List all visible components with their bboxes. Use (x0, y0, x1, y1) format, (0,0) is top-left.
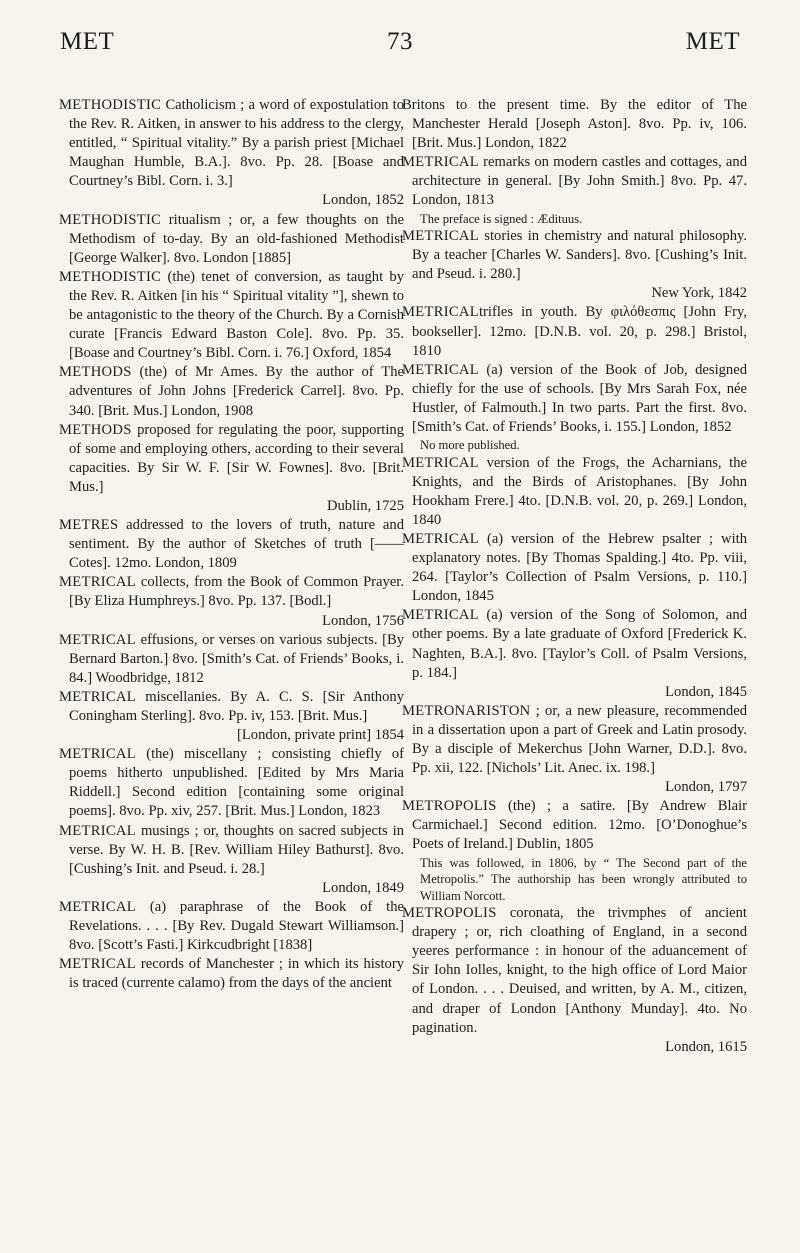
running-head-left: MET (60, 28, 115, 55)
entry-text: stories in chemistry and natural philosophy. By a teacher [Charles W. Sanders]. 8vo. [Cushing’s Init. and Pseud. i. 280.] (412, 228, 747, 283)
entry-text: addressed to the lovers of truth, nature and sentiment. By the author of Sketches of truth [—— Cotes]. 12mo. London, 1809 (69, 517, 404, 572)
bibliography-entry (402, 96, 747, 153)
entry-text: (a) paraphrase of the Book of the Revelations. . . . [By Rev. Dugald Stewart Williamson.] 8vo. [Scott’s Fasti.] Kirkcudbright [1838] (69, 898, 404, 954)
entry-note: The preface is signed : Ædituus. (420, 211, 583, 226)
left-column (59, 96, 404, 993)
bibliography-entry (59, 363, 404, 420)
bibliography-entry (402, 361, 747, 454)
bibliography-entry (402, 606, 747, 701)
entry-headword: METHODS (59, 421, 132, 438)
bibliography-entry (402, 530, 747, 606)
entry-text: records of Manchester ; in which its history is traced (currente calamo) from the days of the ancient (69, 956, 404, 992)
entry-headword: METRICAL (402, 530, 479, 547)
bibliography-entry (59, 955, 404, 993)
entry-text: remarks on modern castles and cottages, and architecture in general. [By John Smith.] 8vo. Pp. 47. London, 1813 (412, 154, 747, 209)
entry-text: ; or, a new pleasure, recommended in a dissertation upon a part of Greek and Latin prosody. By a disciple of Mekerchus [John Warner, D.D.]. 8vo. Pp. xii, 122. [Nichols’ Lit. Anec. ix. 198.] (412, 702, 747, 777)
entry-headword: METRICAL (59, 956, 136, 973)
entry-text: coronata, the trivmphes of ancient drapery ; or, rich cloathing of England, in a second yeeres performance : in honour of the aduancement of Sir Iohn Iolles, knight, to the high office of Lord Maior of London. . . . Deuised, and written, by A. M., citizen, and draper of London [Anthony Munday]. 4to. No pagination. (412, 905, 747, 1036)
right-column (402, 96, 747, 1057)
entry-headword: METRICAL (59, 822, 136, 839)
entry-headword: METRICAL (59, 898, 136, 915)
bibliography-entry (402, 904, 747, 1057)
entry-text: (a) version of the Book of Job, designed chiefly for the use of schools. [By Mrs Sarah Fox, née Hustler, of Falmouth.] In two parts. Part the first. 8vo. [Smith’s Cat. of Friends’ Books, i. 155.] London, 1852 (412, 361, 747, 435)
bibliography-entry (402, 153, 747, 227)
bibliography-entry (402, 227, 747, 303)
bibliography-entry (59, 573, 404, 630)
entry-text: miscellanies. By A. C. S. [Sir Anthony Coningham Sterling]. 8vo. Pp. iv, 153. [Brit. Mus.] (69, 688, 404, 724)
entry-imprint: London, 1756 (322, 612, 404, 629)
bibliography-entry (59, 421, 404, 516)
entry-text: Catholicism ; a word of expostulation to the Rev. R. Aitken, in answer to his address to the clergy, entitled, “ Spiritual vitality.” By a parish priest [Michael Maughan Humble, B.A.]. 8vo. Pp. 28. [Boase and Courtney’s Bibl. Corn. i. 3.] (69, 97, 404, 190)
entry-imprint: New York, 1842 (651, 285, 747, 302)
entry-text: Britons to the present time. By the editor of The Manchester Herald [Joseph Aston]. 8vo. Pp. iv, 106. [Brit. Mus.] London, 1822 (402, 97, 747, 152)
entry-headword: METRICAL (402, 304, 479, 321)
entry-headword: METHODISTIC (59, 268, 162, 285)
entry-text: version of the Frogs, the Acharnians, the Knights, and the Birds of Aristophanes. [By John Hookham Frere.] 4to. [D.N.B. vol. 20, p. 269.] London, 1840 (412, 454, 747, 528)
entry-headword: METRONARISTON (402, 702, 531, 719)
bibliography-entry (59, 516, 404, 573)
entry-note: This was followed, in 1806, by “ The Second part of the Metropolis.” The authorship has been wrongly attributed to William Norcott. (420, 855, 747, 903)
entry-note: No more published. (420, 438, 520, 453)
entry-headword: METRES (59, 517, 119, 534)
bibliography-entry (59, 268, 404, 363)
entry-headword: METROPOLIS (402, 798, 497, 815)
entry-text: trifles in youth. By φιλόθεσπις [John Fry, bookseller]. 12mo. [D.N.B. vol. 20, p. 298.] Bristol, 1810 (412, 304, 747, 359)
bibliography-entry (402, 454, 747, 530)
entry-headword: METRICAL (59, 574, 136, 591)
entry-imprint: London, 1852 (322, 192, 404, 209)
entry-imprint: London, 1615 (665, 1038, 747, 1055)
bibliography-entry (59, 211, 404, 268)
bibliography-entry (59, 822, 404, 898)
entry-headword: METRICAL (59, 631, 136, 648)
running-head-right: MET (685, 28, 740, 55)
entry-imprint: London, 1797 (665, 779, 747, 796)
entry-text: (the) tenet of conversion, as taught by the Rev. R. Aitken [in his “ Spiritual vitality ”], shewn to be antagonistic to the theory of the Church. By a Cornish curate [Francis Edward Baston Cole]. 8vo. Pp. 35. [Boase and Courtney’s Bibl. Corn. i. 76.] Oxford, 1854 (69, 268, 404, 362)
entry-headword: METRICAL (59, 688, 136, 705)
entry-imprint: [London, private print] 1854 (237, 727, 404, 744)
entry-headword: METRICAL (402, 361, 479, 378)
entry-text: (the) miscellany ; consisting chiefly of poems hitherto unpublished. [Edited by Mrs Maria Riddell.] Second edition [containing some original poems]. 8vo. Pp. xiv, 257. [Brit. Mus.] London, 1823 (69, 746, 404, 820)
entry-headword: METRICAL (402, 607, 479, 624)
entry-text: (the) of Mr Ames. By the author of The adventures of John Johns [Frederick Carrel]. 8vo. Pp. 340. [Brit. Mus.] London, 1908 (69, 364, 404, 419)
entry-headword: METRICAL (402, 454, 479, 471)
entry-imprint: London, 1845 (665, 683, 747, 700)
entry-imprint: London, 1849 (322, 879, 404, 896)
entry-headword: METRICAL (402, 228, 479, 245)
bibliography-entry (402, 702, 747, 797)
entry-text: (a) version of the Hebrew psalter ; with explanatory notes. [By Thomas Spalding.] 4to. Pp. viii, 264. [Taylor’s Collection of Psalm Versions, p. 110.] London, 1845 (412, 530, 747, 605)
entry-text: proposed for regulating the poor, supporting of some and employing others, according to their several capacities. By Sir W. F. [Sir W. Fownes]. 8vo. [Brit. Mus.] (69, 421, 404, 495)
entry-imprint: Dublin, 1725 (326, 497, 404, 514)
entry-headword: METHODS (59, 364, 132, 381)
bibliography-entry (59, 96, 404, 211)
entry-text: effusions, or verses on various subjects. [By Bernard Barton.] 8vo. [Smith’s Cat. of Friends’ Books, i. 84.] Woodbridge, 1812 (69, 631, 404, 686)
entry-headword: METHODISTIC (59, 97, 162, 113)
bibliography-entry (59, 631, 404, 688)
entry-text: collects, from the Book of Common Prayer. [By Eliza Humphreys.] 8vo. Pp. 137. [Bodl.] (69, 574, 404, 610)
entry-text: (the) ; a satire. [By Andrew Blair Carmichael.] Second edition. 12mo. [O’Donoghue’s Poets of Ireland.] Dublin, 1805 (412, 798, 747, 853)
bibliography-entry (402, 303, 747, 360)
bibliography-entry (59, 688, 404, 745)
running-head (60, 28, 740, 62)
bibliography-entry (59, 898, 404, 955)
entry-headword: METROPOLIS (402, 905, 497, 922)
entry-headword: METRICAL (59, 746, 136, 763)
page-number: 73 (387, 28, 413, 55)
entry-headword: METHODISTIC (59, 211, 162, 228)
entry-text: (a) version of the Song of Solomon, and other poems. By a late graduate of Oxford [Frederick K. Naghten, B.A.]. 8vo. [Taylor’s Coll. of Psalm Versions, p. 184.] (412, 607, 747, 681)
bibliography-entry (59, 745, 404, 821)
entry-headword: METRICAL (402, 154, 479, 171)
entry-text: musings ; or, thoughts on sacred subjects in verse. By W. H. B. [Rev. William Hiley Bathurst]. 8vo. [Cushing’s Init. and Pseud. i. 28.] (69, 822, 404, 877)
entry-text: ritualism ; or, a few thoughts on the Methodism of to-day. By an old-fashioned Methodist [George Walker]. 8vo. London [1885] (69, 211, 404, 266)
bibliography-entry (402, 797, 747, 904)
